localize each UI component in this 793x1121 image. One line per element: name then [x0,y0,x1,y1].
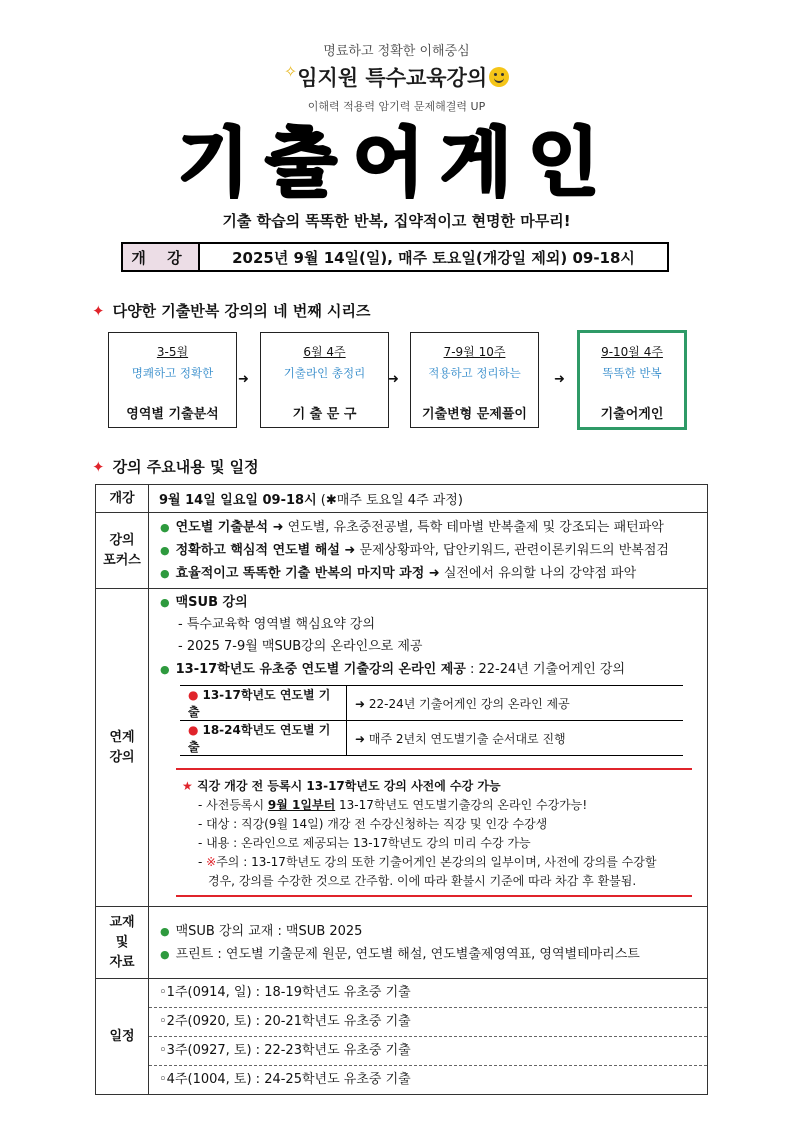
sub-item: - 2025 7-9월 맥SUB강의 온라인으로 제공 [178,639,423,654]
slogan: 기출 학습의 똑똑한 반복, 집약적이고 현명한 마무리! [222,212,571,230]
notice-date: 9월 1일부터 [267,798,336,812]
arrow-icon: ➜ [238,372,249,387]
notice-text: - 사전등록시 [198,798,268,812]
teacher-title [0,62,793,92]
bullet-icon: ● [160,544,170,557]
series-heading-text: 다양한 기출반복 강의의 네 번째 시리즈 [112,302,371,320]
notice-box [176,768,692,897]
schedule-item: ◦1주(0914, 일) : 18-19학년도 유초중 기출 [149,979,707,1008]
item-bold: 맥SUB 강의 [175,595,248,610]
item-bold: 효율적이고 똑똑한 기출 반복의 마지막 과정 ➜ [175,566,440,581]
focus-cell [149,513,708,589]
row-head-line: 자료 [109,954,135,970]
inner-value: ➜ 매주 2년치 연도별기출 순서대로 진행 [347,721,684,756]
notice-line: - 내용 : 온라인으로 제공되는 13-17학년도 강의 미리 수강 가능 [198,836,531,850]
item-text: 맥SUB 강의 교재 : 맥SUB 2025 [175,923,363,939]
smiley-icon [489,67,509,87]
red-dot-icon: ● [188,688,199,702]
list-item [150,562,706,585]
notice-text: - [198,855,207,869]
star-icon: ★ [182,779,197,793]
row-head [96,907,149,979]
step-period: 7-9월 10주 [443,345,506,359]
course-table [95,484,708,1095]
content-heading [92,456,259,477]
content-heading-text: 강의 주요내용 및 일정 [112,458,259,476]
series-heading [92,300,371,321]
step-desc: 적용하고 정리하는 [428,366,521,380]
notice-text: 13-17학년도 연도별기출강의 온라인 수강가능! [335,798,588,812]
series-step-1 [108,332,237,428]
sub-item: - 특수교육학 영역별 핵심요약 강의 [178,617,376,632]
item-text: 프린트 : 연도별 기출문제 원문, 연도별 해설, 연도별출제영역표, 영역별테마리스트 [175,946,640,962]
table-row [180,686,683,721]
opening-value: 2025년 9월 14일(일), 매주 토요일(개강일 제외) 09-18시 [232,248,635,267]
notice-line: 경우, 강의를 수강한 것으로 간주함. 이에 따라 환불시 기준에 따라 차감 후 환불됨. [208,874,637,888]
warning-icon: ※ [206,855,217,869]
opening-label: 개 강 [123,244,200,270]
list-item [150,920,706,943]
row-head: 개강 [96,485,149,513]
item-text: 연도별, 유초중전공별, 특학 테마별 반복출제 및 강조되는 패턴파악 [283,520,664,535]
bullet-icon: ● [160,924,170,938]
row-head-line: 연계 [109,729,135,745]
item-text: 문제상황파악, 답안키워드, 관련이론키워드의 반복점검 [355,543,669,558]
arrow-icon: ➜ [554,372,565,387]
step-period: 6월 4주 [303,345,346,359]
step-name: 영역별 기출분석 [126,407,219,422]
bullet-icon: ● [160,567,170,580]
row-head [96,513,149,589]
list-item [150,591,706,614]
notice-line: - 대상 : 직강(9월 14일) 개강 전 수강신청하는 직강 및 인강 수강생 [198,817,548,831]
arrow-icon: ➜ [388,372,399,387]
linked-inner-table [180,685,683,756]
notice-title [182,776,692,796]
star-icon: ✦ [92,302,105,320]
row-head-line: 및 [115,934,129,950]
main-title: 기출어게인 [177,120,616,206]
bullet-icon: ● [160,947,170,961]
inner-key-text: 13-17학년도 연도별 기출 [188,688,331,719]
tagline: 명료하고 정확한 이해중심 [323,44,470,59]
notice-title-text: 직강 개강 전 등록시 13-17학년도 강의 사전에 수강 가능 [196,779,501,793]
notice-text: 주의 : 13-17학년도 강의 또한 기출어게인 본강의의 일부이며, 사전에 강의를 수강할 [216,855,657,869]
list-item [150,539,706,562]
schedule-item: ◦2주(0920, 토) : 20-21학년도 유초중 기출 [149,1008,707,1037]
row-linked [96,589,708,907]
series-step-3 [410,332,539,428]
step-name: 기 출 문 구 [292,407,357,422]
series-step-2 [260,332,389,428]
row-head-line: 강의 [109,749,135,765]
item-bold: 정확하고 핵심적 연도별 해설 ➜ [175,543,356,558]
step-desc: 명쾌하고 정확한 [131,366,214,380]
step-desc: 기출라인 총정리 [283,366,366,380]
inner-key [180,686,347,721]
row-head [96,589,149,907]
notice-line [182,796,692,815]
schedule-cell [149,979,708,1095]
bullet-icon: ● [160,521,170,534]
table-row [180,721,683,756]
row-materials [96,907,708,979]
red-dot-icon: ● [188,723,199,737]
notice-line [182,853,692,872]
item-text: : 22-24년 기출어게인 강의 [465,662,626,677]
row-head: 일정 [96,979,149,1095]
step-desc: 똑똑한 반복 [602,366,662,380]
inner-value: ➜ 22-24년 기출어게인 강의 온라인 제공 [347,686,684,721]
step-period: 3-5월 [156,345,189,359]
row-focus [96,513,708,589]
materials-cell [149,907,708,979]
step-period: 9-10월 4주 [601,345,663,359]
opening-note: (✱매주 토요일 4주 과정) [316,493,463,508]
schedule-item: ◦3주(0927, 토) : 22-23학년도 유초중 기출 [149,1037,707,1066]
schedule-item: ◦4주(1004, 토) : 24-25학년도 유초중 기출 [159,1072,411,1087]
step-name: 기출어게인 [600,407,664,422]
list-item [150,516,706,539]
opening-box [121,242,669,272]
star-icon: ✦ [92,458,105,476]
linked-cell [149,589,708,907]
row-opening [96,485,708,513]
series-step-4-current [577,330,687,430]
inner-key [180,721,347,756]
row-head-line: 강의 [109,532,135,548]
row-schedule [96,979,708,1095]
inner-key-text: 18-24학년도 연도별 기출 [188,723,331,754]
opening-cell [149,485,708,513]
step-name: 기출변형 문제풀이 [422,407,527,422]
sub-tagline: 이해력 적용력 암기력 문제해결력 UP [307,100,486,113]
item-bold: 연도별 기출분석 ➜ [175,520,284,535]
bullet-icon: ● [160,663,170,676]
bullet-icon: ● [160,596,170,609]
teacher-title-text: 임지원 특수교육강의 [297,66,488,90]
row-head-line: 교재 [109,914,135,930]
item-text: 실전에서 유의할 나의 강약점 파악 [439,566,637,581]
list-item [150,943,706,966]
sparkle-icon: ✧ [283,62,298,81]
opening-date: 9월 14일 일요일 09-18시 [159,493,317,508]
item-bold: 13-17학년도 유초중 연도별 기출강의 온라인 제공 [175,662,466,677]
list-item [150,658,706,681]
row-head-line: 포커스 [103,552,141,568]
